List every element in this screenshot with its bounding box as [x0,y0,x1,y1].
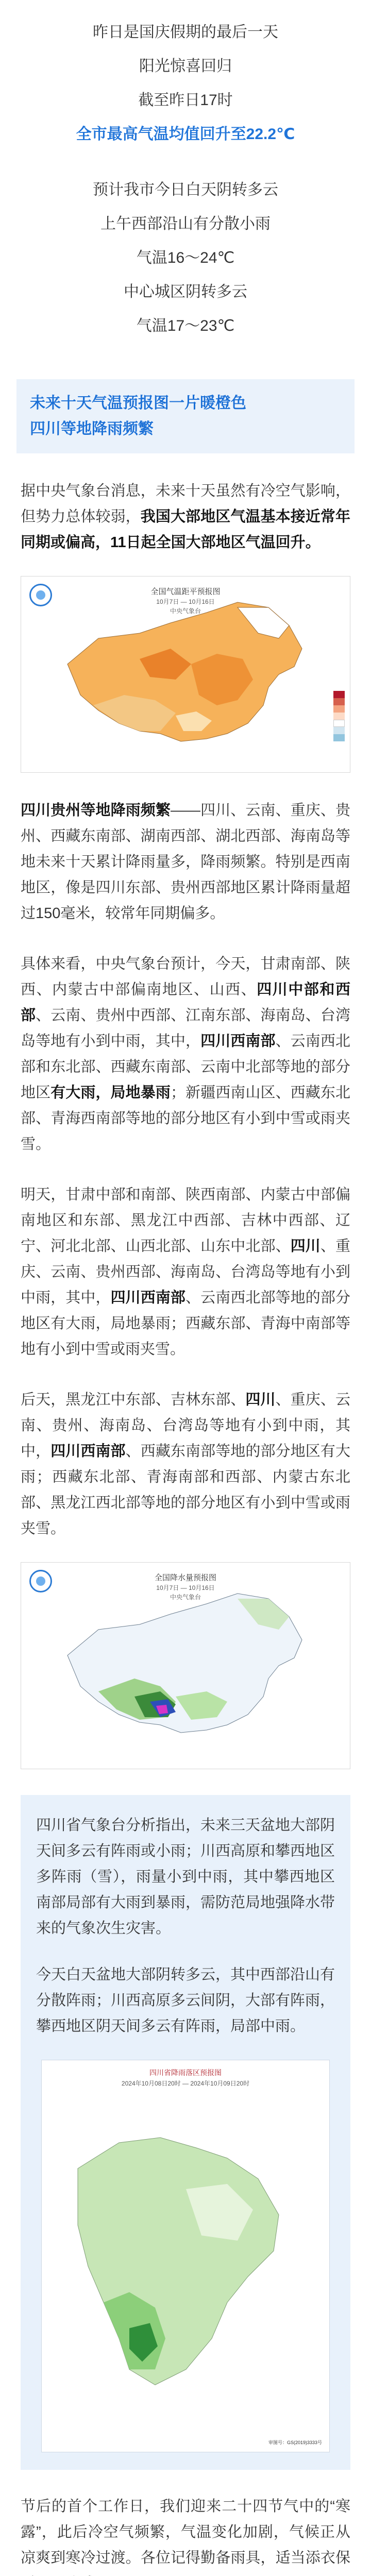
box-paragraph: 四川省气象台分析指出，未来三天盆地大部阴天间多云有阵雨或小雨；川西高原和攀西地区多阵雨（雪），雨量小到中雨，其中攀西地区南部局部有大雨到暴雨，需防范局地强降水带来的气象次生灾害。 [36,1817,335,1937]
intro-line: 中心城区阴转多云 [124,283,247,300]
map-title: 四川省降雨落区预报图 [149,2069,222,2077]
paragraph-text: ——四川、云南、重庆、贵州、西藏东南部、湖南西部、湖北西部、海南岛等地未来十天累计降雨量多，降雨频繁。特别是西南地区，像是四川东部、贵州西部地区累计降雨量超过150毫米，较常年同期偏多。 [21,802,350,922]
map-subtitle: 10月7日 — 10月16日 [156,1584,215,1591]
paragraph-text: 具体来看，中央气象台预计，今天，甘肃南部、陕西、内蒙古中部偏南地区、山西、 [21,956,350,998]
paragraph-text: ；新疆西南山区、西藏东北部、青海西南部等地的部分地区有小到中雪或雨夹雪。 [21,1084,350,1153]
map-title: 全国气温距平预报图 [150,587,221,596]
map-title: 全国降水量预报图 [154,1573,216,1582]
paragraph-text: 、重庆、云南、贵州、海南岛、台湾岛等地有小到中雨，其中， [21,1392,350,1460]
banner-line: 未来十天气温预报图一片暖橙色 [30,395,246,412]
sichuan-forecast-box [21,1795,350,2470]
temperature-anomaly-map [21,576,350,773]
precipitation-map [21,1562,350,1769]
closing-paragraph: 节后的首个工作日，我们迎来二十四节气中的“寒露”，此后冷空气频繁，气温变化加剧，气候正从凉爽到寒冷过渡。各位记得勤备雨具，适当添衣保 [21,2498,350,2566]
box-paragraph: 今天白天盆地大部阴转多云，其中西部沿山有分散阵雨；川西高原多云间阴，大部有阵雨，攀西地区阴天间多云有阵雨，局部中雨。 [36,1967,335,2035]
intro-highlight: 全市最高气温均值回升至22.2℃ [76,126,295,143]
paragraph-bold: 我国大部地区气温基本接近常年同期或偏高，11日起全国大部地区气温回升。 [21,509,350,551]
intro-line: 阳光惊喜回归 [139,58,232,75]
paragraph-bold: 四川 [245,1392,276,1408]
intro-block [0,0,371,343]
paragraph-text: 后天，黑龙江中东部、吉林东部、 [21,1392,246,1408]
paragraph-day-after [21,1387,350,1541]
paragraph-bold: 四川中部和西部 [21,981,350,1024]
paragraph-text: 、西藏东南部等地的部分地区有大雨；西藏东北部、青海南部和西部、内蒙古东北部、黑龙江西北部等地的部分地区有小到中雪或雨夹雪。 [21,1443,350,1537]
paragraph-bold: 四川西南部 [110,1290,186,1306]
paragraph-bold: 四川 [290,1238,321,1255]
paragraph-rain [21,798,350,926]
china-map-graphic [21,577,350,772]
china-map-graphic [21,1563,350,1769]
sichuan-map-graphic [42,2060,320,2452]
paragraph-text: 、云南、贵州中西部、江南东部、海南岛、台湾岛等地有小到中雨，其中， [21,1007,350,1049]
map-org: 中央气象台 [170,607,201,615]
intro-line: 气温17～23℃ [136,317,235,334]
paragraph-bold: 四川西南部 [50,1443,126,1460]
paragraph-text: 、云南西北部等地的部分地区有大雨，局地暴雨；西藏东部、青海中南部等地有小到中雪或雨夹雪。 [21,1290,350,1358]
paragraph-text: 据中央气象台消息，未来十天虽然有冷空气影响，但势力总体较弱， [21,483,350,525]
paragraph-text: 、云南西北部和东北部、西藏东南部、云南中北部等地的部分地区 [21,1033,350,1101]
banner-line: 四川等地降雨频繁 [30,420,154,437]
map-subtitle: 10月7日 — 10月16日 [156,598,215,605]
paragraph-today [21,951,350,1157]
sichuan-rain-map [41,2060,330,2452]
intro-line: 气温16～24℃ [136,249,235,266]
map-subtitle: 2024年10月08日20时 — 2024年10月09日20时 [121,2080,250,2087]
paragraph-bold: 四川贵州等地降雨频繁 [21,802,171,819]
paragraph-text: 、重庆、云南、贵州西部、海南岛、台湾岛等地有小到中雨，其中， [21,1238,350,1306]
paragraph-bold: 有大雨，局地暴雨 [50,1084,171,1101]
paragraph-overview [21,478,350,555]
paragraph-tomorrow [21,1182,350,1362]
map-legend [333,691,345,741]
section-banner [16,379,355,453]
intro-line: 上午西部沿山有分散小雨 [100,215,271,232]
map-org: 中央气象台 [170,1594,201,1601]
intro-line: 昨日是国庆假期的最后一天 [93,24,278,41]
map-approval-number: 审图号：GS(2019)3333号 [268,2440,322,2445]
paragraph-text: 明天，甘肃中部和南部、陕西南部、内蒙古中部偏南地区和东部、黑龙江中西部、吉林中西部、辽宁、河北北部、山西北部、山东中北部、 [21,1187,350,1255]
intro-line: 预计我市今日白天阴转多云 [93,181,278,198]
paragraph-bold: 四川西南部 [200,1033,276,1049]
intro-line: 截至昨日17时 [138,92,233,109]
